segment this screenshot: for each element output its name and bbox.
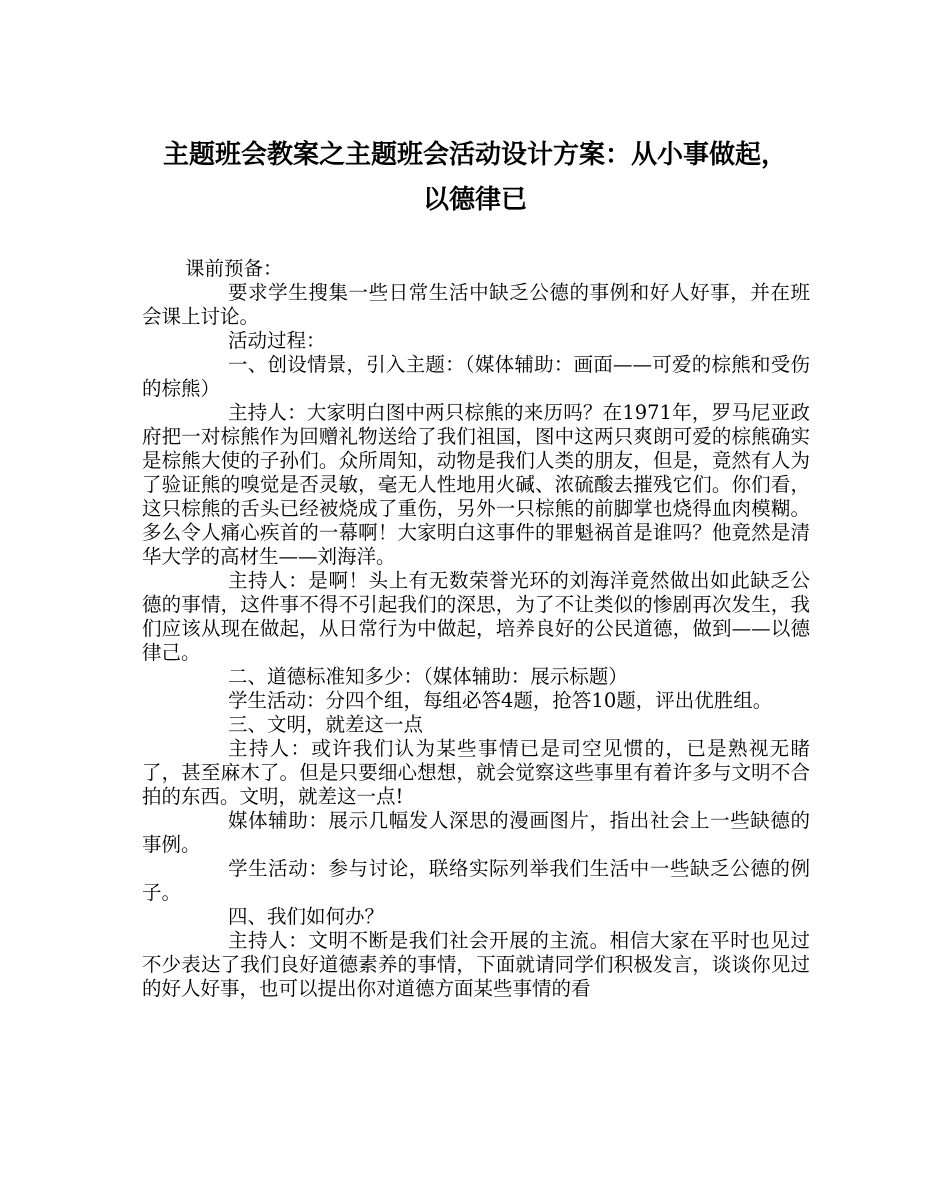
document-title-line-1: 主题班会教案之主题班会活动设计方案：从小事做起，	[162, 140, 787, 170]
paragraph: 一、创设情景，引入主题：（媒体辅助：画面——可爱的棕熊和受伤的棕熊）	[142, 353, 810, 400]
paragraph: 媒体辅助：展示几幅发人深思的漫画图片，指出社会上一些缺德的事例。	[142, 809, 810, 856]
paragraph: 主持人：文明不断是我们社会开展的主流。相信大家在平时也见过不少表达了我们良好道德素养的事情，下面就请同学们积极发言，谈谈你见过的好人好事，也可以提出你对道德方面某些事情的看	[142, 929, 810, 1000]
paragraph: 学生活动：参与讨论，联络实际列举我们生活中一些缺乏公德的例子。	[142, 857, 810, 904]
paragraph: 学生活动：分四个组，每组必答4题，抢答10题，评出优胜组。	[228, 689, 773, 712]
paragraph: 二、道德标准知多少：（媒体辅助：展示标题）	[228, 665, 628, 688]
paragraph: 要求学生搜集一些日常生活中缺乏公德的事例和好人好事，并在班会课上讨论。	[142, 281, 810, 328]
paragraph: 三、文明，就差这一点	[228, 713, 424, 736]
paragraph: 主持人：或许我们认为某些事情已是司空见惯的，已是熟视无睹了，甚至麻木了。但是只要细心想想，就会觉察这些事里有着许多与文明不合拍的东西。文明，就差这一点!	[142, 737, 810, 808]
paragraph: 主持人：大家明白图中两只棕熊的来历吗？在1971年，罗马尼亚政府把一对棕熊作为回赠礼物送给了我们祖国，图中这两只爽朗可爱的棕熊确实是棕熊大使的子孙们。众所周知，动物是我们人类的朋友，但是，竟然有人为了验证熊的嗅觉是否灵敏，毫无人性地用火碱、浓硫酸去摧残它们。你们看，这只棕熊的舌头已经被烧成了重伤，另外一只棕熊的前脚掌也烧得血肉模糊。多么令人痛心疾首的一幕啊！大家明白这事件的罪魁祸首是谁吗？他竟然是清华大学的高材生——刘海洋。	[142, 401, 810, 568]
paragraph: 主持人：是啊！头上有无数荣誉光环的刘海洋竟然做出如此缺乏公德的事情，这件事不得不引起我们的深思，为了不让类似的惨剧再次发生，我们应该从现在做起，从日常行为中做起，培养良好的公民道德，做到——以德律己。	[142, 569, 810, 664]
paragraph: 四、我们如何办？	[228, 905, 385, 928]
document-body	[142, 257, 810, 1001]
document-title-line-2: 以德律已	[422, 185, 527, 215]
section-heading: 课前预备：	[185, 257, 283, 280]
paragraph: 活动过程：	[228, 329, 326, 352]
